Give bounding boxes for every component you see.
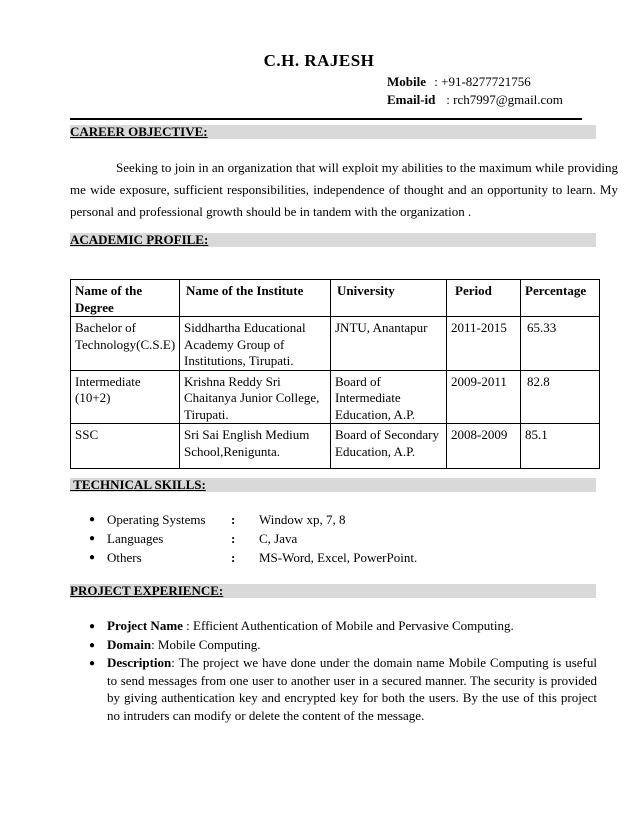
list-item: ● Domain: Mobile Computing.	[89, 636, 597, 655]
list-item: ● Project Name : Efficient Authentication of Mobile and Pervasive Computing.	[89, 617, 597, 636]
section-academic-heading: ACADEMIC PROFILE:	[70, 233, 596, 247]
mobile-value: : +91-8277721756	[434, 74, 531, 89]
cell-degree: Intermediate (10+2)	[71, 370, 180, 424]
contact-email	[387, 92, 563, 108]
cell-institute: Siddhartha Educational Academy Group of Institutions, Tirupati.	[180, 317, 331, 371]
table-row	[71, 424, 600, 469]
header-rule	[70, 118, 582, 120]
cell-university: JNTU, Anantapur	[331, 317, 447, 371]
section-career-heading: CAREER OBJECTIVE:	[70, 125, 596, 139]
cell-percentage: 82.8	[521, 370, 600, 424]
cell-percentage: 65.33	[521, 317, 600, 371]
cell-period: 2009-2011	[447, 370, 521, 424]
bullet-icon: ●	[89, 552, 96, 563]
list-item: ● Others : MS-Word, Excel, PowerPoint.	[89, 549, 418, 565]
project-list	[89, 617, 597, 724]
cell-university: Board of Secondary Education, A.P.	[331, 424, 447, 469]
bullet-icon: ●	[89, 639, 96, 651]
cell-institute: Sri Sai English Medium School,Renigunta.	[180, 424, 331, 469]
contact-mobile	[387, 74, 531, 90]
cell-period: 2011-2015	[447, 317, 521, 371]
bullet-icon: ●	[89, 621, 96, 632]
cell-degree: SSC	[71, 424, 180, 469]
table-row	[71, 370, 600, 424]
header-cell-percentage: Percentage	[521, 280, 600, 317]
header-cell-institute: Name of the Institute	[180, 280, 331, 317]
cell-institute: Krishna Reddy Sri Chaitanya Junior College, Tirupati.	[180, 370, 331, 424]
email-value: : rch7997@gmail.com	[446, 92, 563, 107]
header-cell-degree: Name of the Degree	[71, 280, 180, 317]
mobile-label: Mobile	[387, 74, 426, 89]
section-project-heading: PROJECT EXPERIENCE:	[70, 584, 596, 598]
header-cell-period: Period	[447, 280, 521, 317]
list-item: ● Operating Systems : Window xp, 7, 8	[89, 511, 346, 527]
section-skills-heading: TECHNICAL SKILLS:	[70, 478, 596, 492]
cell-period: 2008-2009	[447, 424, 521, 469]
bullet-icon: ●	[89, 514, 96, 525]
candidate-name: C.H. RAJESH	[263, 51, 375, 70]
academic-table	[70, 279, 600, 469]
cell-degree: Bachelor of Technology(C.S.E)	[71, 317, 180, 371]
header-cell-university: University	[331, 280, 447, 317]
cell-university: Board of Intermediate Education, A.P.	[331, 370, 447, 424]
list-item: ● Languages : C, Java	[89, 530, 298, 546]
table-row	[71, 317, 600, 371]
bullet-icon: ●	[89, 533, 96, 544]
skills-list	[89, 510, 417, 567]
career-text: Seeking to join in an organization that will exploit my abilities to the maximum while providing me wide exposure, sufficient responsibilities, independence of thought and an opportunity to learn. My personal and professional growth should be in tandem with the organization .	[70, 160, 618, 219]
table-header-row	[71, 280, 600, 317]
email-label: Email-id	[387, 92, 436, 107]
career-objective-text	[70, 157, 618, 223]
list-item: ● Description: The project we have done under the domain name Mobile Computing is useful to send messages from one user to another user in a secured manner. The security is provided by giving authentication key and encrypted key for both the users. By the use of this project no intruders can modify or delete the content of the message.	[89, 655, 597, 723]
cell-percentage: 85.1	[521, 424, 600, 469]
bullet-icon: ●	[89, 658, 96, 669]
